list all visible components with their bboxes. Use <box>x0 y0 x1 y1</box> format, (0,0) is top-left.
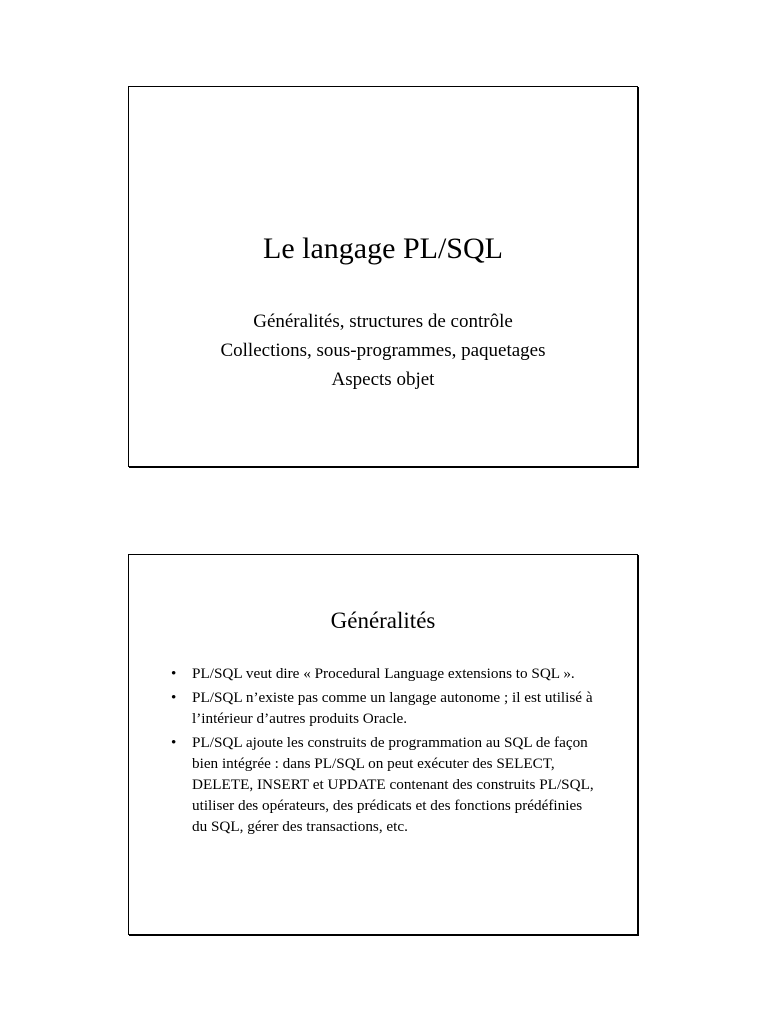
subtitle-line: Collections, sous-programmes, paquetages <box>220 340 546 361</box>
bullet-icon: • <box>171 734 177 751</box>
bullet-text: PL/SQL n’existe pas comme un langage autonome ; il est utilisé à l’intérieur d’autres produits Oracle. <box>192 689 593 727</box>
bullet-text: PL/SQL veut dire « Procedural Language extensions to SQL ». <box>192 665 575 682</box>
bullet-item <box>171 687 601 729</box>
slide-subtitles <box>129 307 637 394</box>
bullet-item <box>171 663 601 684</box>
subtitle-line: Aspects objet <box>331 369 435 390</box>
bullet-text: PL/SQL ajoute les construits de programmation au SQL de façon bien intégrée : dans PL/SQL on peut exécuter des SELECT, DELETE, INSERT et UPDATE contenant des construits PL/SQL, utiliser des opérateurs, des prédicats et des fonctions prédéfinies du SQL, gérer des transactions, etc. <box>192 734 594 835</box>
slide-title: Généralités <box>330 608 436 633</box>
slide-title: Le langage PL/SQL <box>263 232 503 265</box>
bullet-item <box>171 732 601 837</box>
slide-title-page <box>128 86 638 467</box>
bullet-list <box>171 663 601 840</box>
subtitle-line: Généralités, structures de contrôle <box>253 311 513 332</box>
slide-generalites <box>128 554 638 935</box>
bullet-icon: • <box>171 665 177 682</box>
bullet-icon: • <box>171 689 177 706</box>
